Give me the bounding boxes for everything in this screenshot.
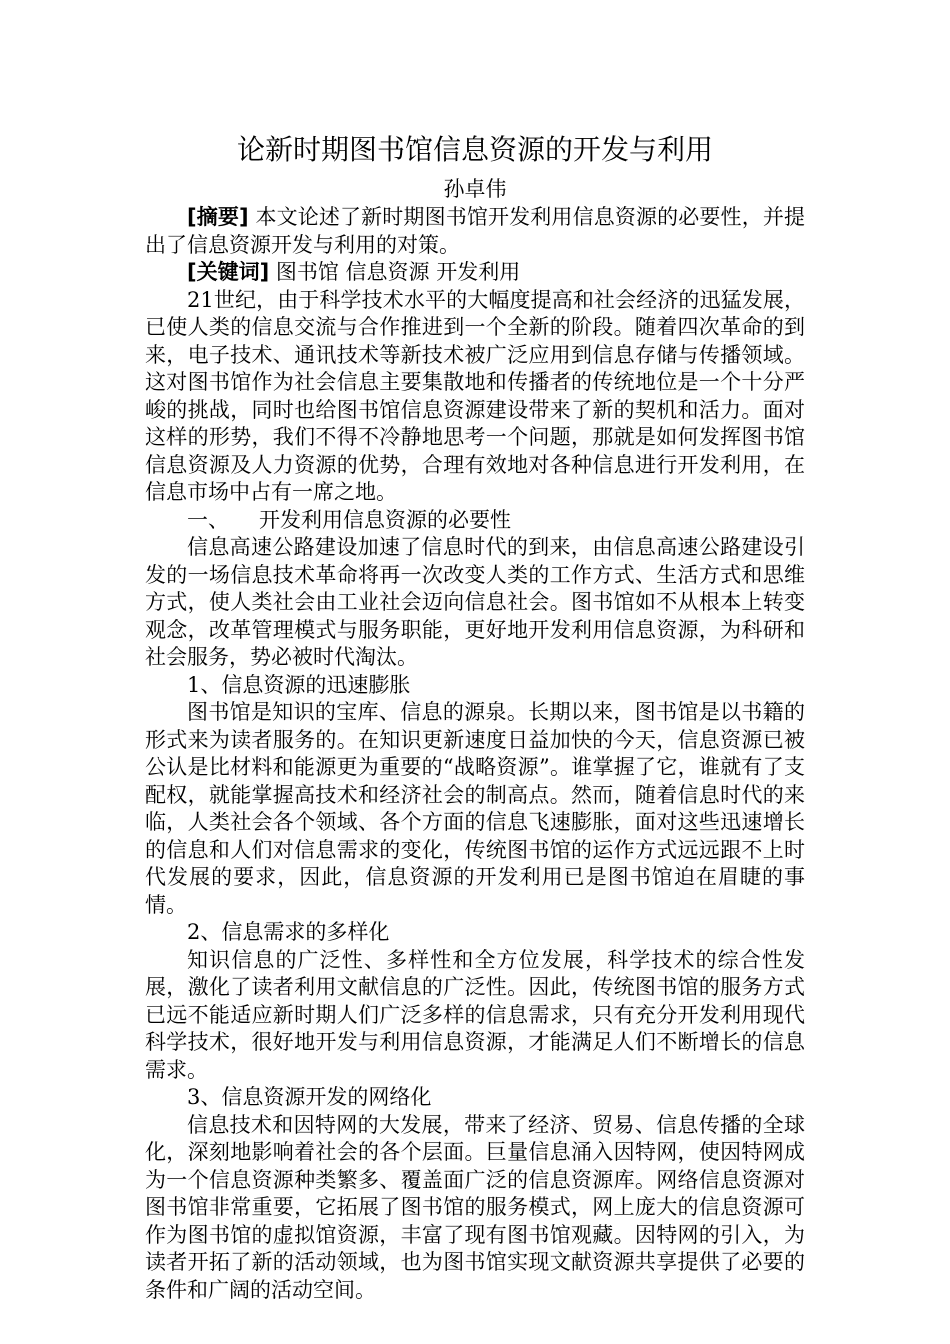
subsection-2-paragraph: 知识信息的广泛性、多样性和全方位发展，科学技术的综合性发展，激化了读者利用文献信息的广泛性。因此，传统图书馆的服务方式已远不能适应新时期人们广泛多样的信息需求，只有充分开发利用现代科学技术，很好地开发与利用信息资源，才能满足人们不断增长的信息需求。 [145, 947, 805, 1082]
subsection-1-paragraph: 图书馆是知识的宝库、信息的源泉。长期以来，图书馆是以书籍的形式来为读者服务的。在知识更新速度日益加快的今天，信息资源已被公认是比材料和能源更为重要的“战略资源”。谁掌握了它，谁就有了支配权，就能掌握高技术和经济社会的制高点。然而，随着信息时代的来临，人类社会各个领域、各个方面的信息飞速膨胀，面对这些迅速增长的信息和人们对信息需求的变化，传统图书馆的运作方式远远跟不上时代发展的要求，因此，信息资源的开发利用已是图书馆迫在眉睫的事情。 [145, 700, 805, 917]
subsection-heading-2: 2、信息需求的多样化 [187, 920, 390, 944]
document-title: 论新时期图书馆信息资源的开发与利用 [236, 133, 713, 166]
abstract-label: [摘要] [187, 205, 249, 229]
abstract-text: 本文论述了新时期图书馆开发利用信息资源的必要性，并提出了信息资源开发与利用的对策。 [145, 205, 805, 257]
subsection-heading-3: 3、信息资源开发的网络化 [187, 1085, 432, 1109]
keywords-label: [关键词] [187, 260, 270, 284]
section-1-paragraph: 信息高速公路建设加速了信息时代的到来，由信息高速公路建设引发的一场信息技术革命将再一次改变人类的工作方式、生活方式和思维方式，使人类社会由工业社会迈向信息社会。图书馆如不从根本上转变观念，改革管理模式与服务职能，更好地开发利用信息资源，为科研和社会服务，势必被时代淘汰。 [145, 535, 805, 669]
subsection-3-paragraph: 信息技术和因特网的大发展，带来了经济、贸易、信息传播的全球化，深刻地影响着社会的各个层面。巨量信息涌入因特网，使因特网成为一个信息资源种类繁多、覆盖面广泛的信息资源库。网络信息资源对图书馆非常重要，它拓展了图书馆的服务模式，网上庞大的信息资源可作为图书馆的虚拟馆资源，丰富了现有图书馆观藏。因特网的引入，为读者开拓了新的活动领域，也为图书馆实现文献资源共享提供了必要的条件和广阔的活动空间。 [145, 1112, 805, 1302]
intro-paragraph: 21世纪，由于科学技术水平的大幅度提高和社会经济的迅猛发展，已使人类的信息交流与合作推进到一个全新的阶段。随着四次革命的到来，电子技术、通讯技术等新技术被广泛应用到信息存储与传播领域。这对图书馆作为社会信息主要集散地和传播者的传统地位是一个十分严峻的挑战，同时也给图书馆信息资源建设带来了新的契机和活力。面对这样的形势，我们不得不冷静地思考一个问题，那就是如何发挥图书馆信息资源及人力资源的优势，合理有效地对各种信息进行开发利用，在信息市场中占有一席之地。 [145, 287, 805, 504]
section-heading-1 [145, 507, 805, 535]
keywords [145, 259, 805, 287]
section-number: 一、 [187, 507, 229, 532]
keywords-text: 图书馆 信息资源 开发利用 [269, 260, 521, 284]
section-title: 开发利用信息资源的必要性 [259, 507, 511, 532]
author-name: 孙卓伟 [443, 177, 507, 201]
abstract [145, 204, 805, 259]
subsection-heading-1: 1、信息资源的迅速膨胀 [187, 672, 411, 697]
document-page [145, 128, 805, 1304]
